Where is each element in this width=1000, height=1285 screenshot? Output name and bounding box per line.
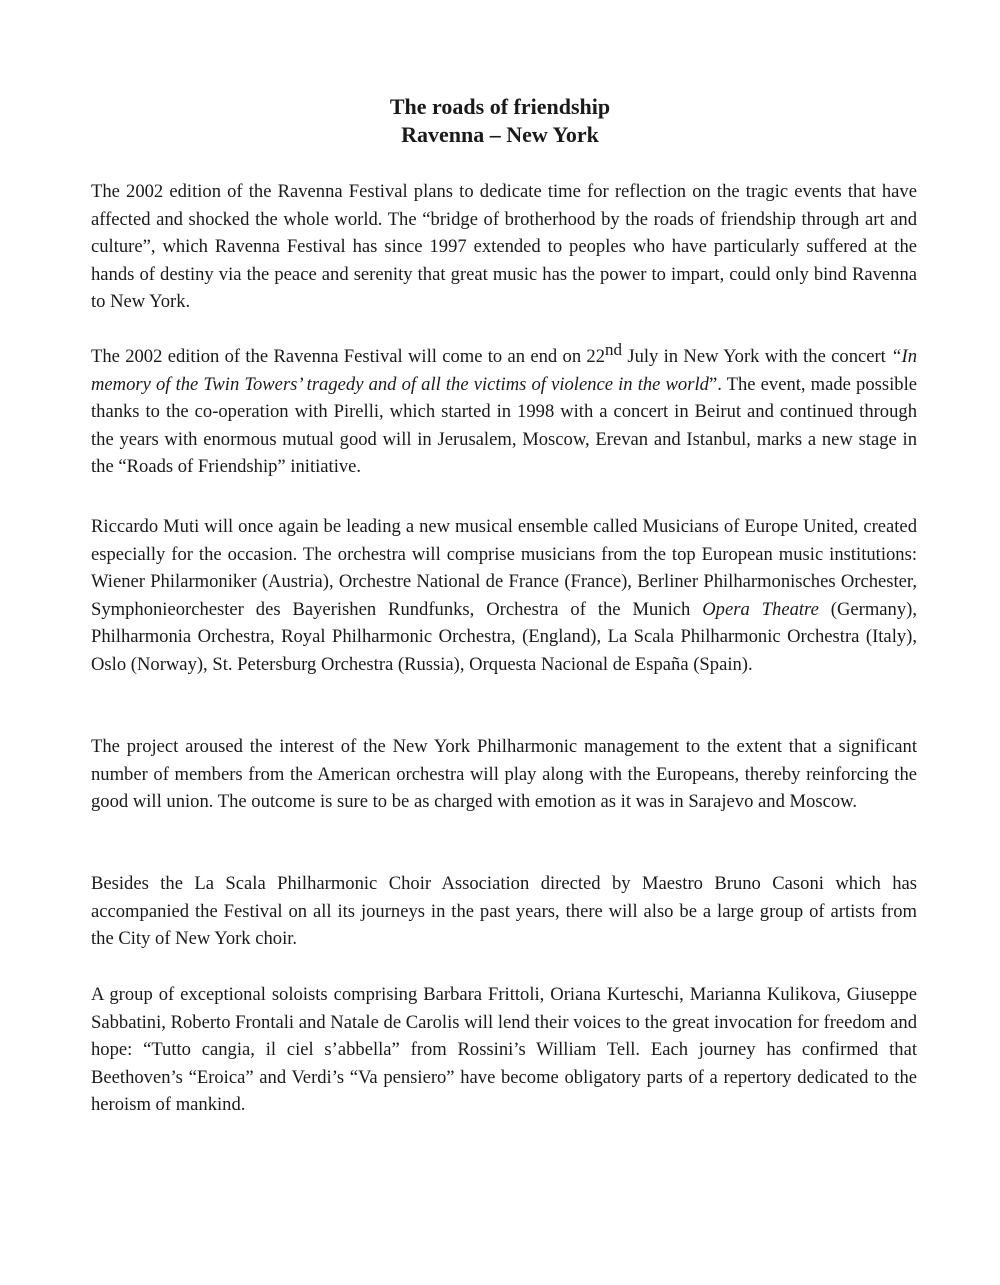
- concert-text-after-title: ”. The event, made possible thanks to the co-operation with Pirelli, which started in 1998 with a concert in Beirut and continued through the years with enormous mutual good will in Jerusalem, Moscow, Erevan and Istanbul, marks a new stage in the “Roads of Friendship” initiative.: [91, 373, 917, 478]
- concert-title: “In memory of the Twin Towers’ tragedy and of all the victims of violence in the world: [91, 346, 917, 395]
- document-title: The roads of friendship: [389, 94, 611, 119]
- concert-text-after-date: July in New York with the concert: [622, 346, 892, 367]
- paragraph-new-york-philharmonic: The project aroused the interest of the New York Philharmonic management to the extent that a significant number of members from the American orchestra will play along with the Europeans, thereby reinforcing the good will union. The outcome is sure to be as charged with emotion as it was in Sarajevo and Moscow.: [91, 736, 917, 813]
- paragraph-intro: The 2002 edition of the Ravenna Festival plans to dedicate time for reflection on the tragic events that have affected and shocked the whole world. The “bridge of brotherhood by the roads of friendship through art and culture”, which Ravenna Festival has since 1997 extended to peoples who have particularly suffered at the hands of destiny via the peace and serenity that great music has the power to impart, could only bind Ravenna to New York.: [91, 181, 917, 313]
- orchestra-text-before-italic: Riccardo Muti will once again be leading a new musical ensemble called Musicians of Europe United, created especially for the occasion. The orchestra will comprise musicians from the top European music institutions: Wiener Philarmoniker (Austria), Orchestre National de France (France), Berliner Philharmonisches Orchester, Symphonieorchester des Bayerishen Rundfunks, Orchestra of the Munich: [91, 516, 917, 620]
- paragraph-soloists: A group of exceptional soloists comprising Barbara Frittoli, Oriana Kurteschi, Marianna Kulikova, Giuseppe Sabbatini, Roberto Frontali and Natale de Carolis will lend their voices to the great invocation for freedom and hope: “Tutto cangia, il ciel s’abbella” from Rossini’s William Tell. Each journey has confirmed that Beethoven’s “Eroica” and Verdi’s “Va pensiero” have become obligatory parts of a repertory dedicated to the heroism of mankind.: [91, 984, 917, 1116]
- title-block: [0, 93, 1000, 149]
- opera-theatre-italic: Opera Theatre: [702, 598, 819, 620]
- concert-text-before-date: The 2002 edition of the Ravenna Festival will come to an end on 22: [91, 346, 606, 367]
- date-ordinal-suffix: nd: [605, 340, 623, 359]
- paragraph-concert: [91, 340, 917, 481]
- document-subtitle: Ravenna – New York: [401, 122, 599, 147]
- orchestra-text-after-italic: (Germany), Philharmonia Orchestra, Royal Philharmonic Orchestra, (England), La Scala Philharmonic Orchestra (Italy), Oslo (Norway), St. Petersburg Orchestra (Russia), Orquesta Nacional de España (Spain).: [91, 598, 917, 675]
- paragraph-orchestra: [91, 513, 917, 679]
- paragraph-choir: Besides the La Scala Philharmonic Choir Association directed by Maestro Bruno Casoni which has accompanied the Festival on all its journeys in the past years, there will also be a large group of artists from the City of New York choir.: [91, 873, 917, 950]
